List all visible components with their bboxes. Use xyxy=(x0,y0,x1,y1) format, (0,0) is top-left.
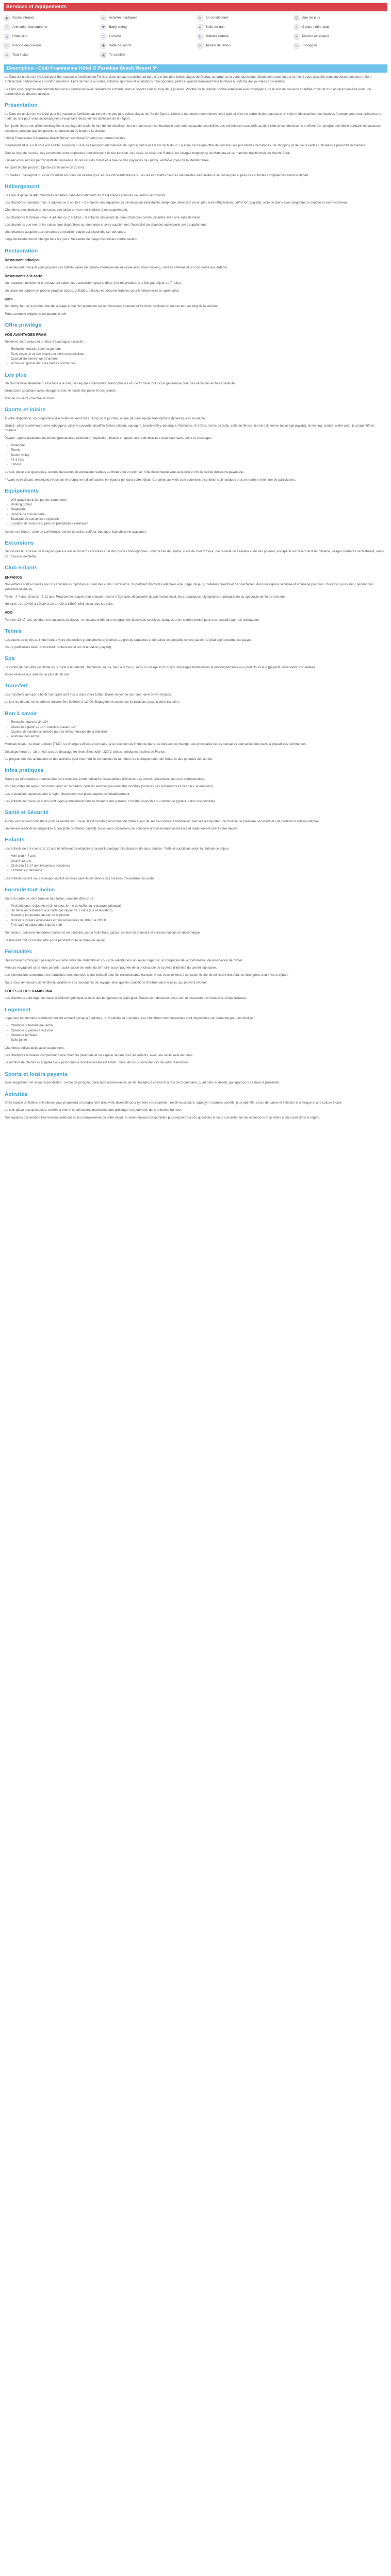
satellite-tv-icon: ▣ xyxy=(100,52,106,58)
paragraph: Son jardin fleuri, ses allées ombragées et sa plage de sable fin font de cet établissement une adresse incontournable pour une escapade ensoleillée. Les enfants sont accueillis au mini-club et les adolescents profitent d'un programme dédié pendant les vacances scolaires, pendant que les parents se détendent au bord de la piscine. xyxy=(5,124,381,133)
section-title: Restauration xyxy=(5,247,38,254)
paragraph: Bar lobby, bar de la piscine, bar de la plage et bar de l'animation servent boissons chaudes et fraîches, cocktails et en-cas tout au long de la journée. xyxy=(5,304,219,309)
paragraph: Les chambres sont réparties dans le bâtiment principal et dans des bungalows de plain-pied. Toutes sont décorées avec soin et disposent d'un balcon ou d'une terrasse. xyxy=(5,996,247,1001)
paragraph: Les prestations payantes sont à régler directement sur place auprès de l'établissement. xyxy=(5,792,131,796)
paragraph: Le centre de bien-être de l'hôtel vous invite à la détente : hammam, sauna, bain à remous, soins du visage et du corps, massages traditionnels et enveloppements aux produits locaux (payants, réservation conseillée). xyxy=(5,665,316,669)
paragraph: Le Club est un lieu de vie idéal pour des vacances familiales en Tunisie, dans un cadre paisible au bord d'une des plus belles plages de Djerba, au cœur de la zone touristique. Idéalement situé face à la mer, il vous accueille dans un décor lumineux mêlant architecture traditionnelle et confort moderne. Entre farniente au soleil, activités sportives et animations francophones, petits et grands trouveront leur bonheur au rythme des journées ensoleillées. xyxy=(5,75,372,84)
section-title: Infos pratiques xyxy=(5,767,44,774)
paragraph: Pour les 13-17 ans, pendant les vacances scolaires : un espace dédié et un programme d'activités sportives, ludiques et de soirées pensé pour eux, encadré par nos animateurs. xyxy=(5,618,260,622)
service-label: Toboggan xyxy=(302,44,317,48)
service-item xyxy=(197,43,291,49)
paragraph: Avec supplément et selon disponibilités : centre de plongée, parachute ascensionnel, jet-ski, balades à cheval et à dos de dromadaire, quad dans le désert, golf (parcours 27 trous à proximité). xyxy=(5,1081,281,1085)
list-item: - Lit bébé sur demande xyxy=(11,868,386,873)
list-item: - Animaux non admis xyxy=(11,734,386,739)
paragraph: Toutes les informations mentionnées sont données à titre indicatif et susceptibles d'évoluer. Les photos présentées sont non contractuelles. xyxy=(5,777,205,781)
paragraph: Le Club vous propose une formule tout inclus généreuse avec restaurants à thème, bars et snacks tout au long de la journée. Profitez de la grande piscine extérieure avec toboggans, de la piscine couverte chauffée l'hiver et d'un espace bien-être pour une parenthèse de détente absolue. xyxy=(5,87,371,96)
paragraph: Payant : sports nautiques motorisés (prestataires extérieurs), équitation, balade en quad, centre de bien-être avec hammam, soins et massages. xyxy=(5,436,213,440)
list-item: - Club 8-12 ans xyxy=(11,859,386,863)
paragraph: Gratuit : piscine extérieure avec toboggans, piscine couverte chauffée (selon saison), aquagym, beach-volley, pétanque, fléchettes, tir à l'arc, tennis de table, salle de fitness, terrains de tennis (éclairage payant), stretching, zumba, water-polo, jeux apéritifs et tournois. xyxy=(5,423,374,433)
section-title: Offre privilège xyxy=(5,321,42,328)
section-title: Sports et loisirs xyxy=(5,406,46,413)
service-item xyxy=(4,33,97,40)
services-header: Services et équipements xyxy=(4,3,387,11)
service-label: Piscine découverte xyxy=(12,44,41,48)
section-title: Logement xyxy=(5,1006,31,1013)
paragraph: À votre disposition, un programme d'activités variées tout au long de la journée, animé par une équipe francophone dynamique et souriante. xyxy=(5,416,206,420)
list-item: - Chambre supérieure vue mer xyxy=(11,1028,386,1033)
paragraph: Le soir, place aux spectacles, soirées dansantes et animations variées au théâtre ou en plein air. Une discothèque vous accueille en fin de soirée (boissons payantes). xyxy=(5,470,245,474)
wifi-icon: ◉ xyxy=(4,15,10,21)
subsection-title: Bars xyxy=(5,298,13,301)
list-item: - Un dîner au restaurant à la carte par séjour de 7 nuits (sur réservation) xyxy=(11,908,386,913)
service-label: Centre / mini-club xyxy=(302,25,329,29)
paragraph: Petits : 4-7 ans, Grands : 8-12 ans. Programme adapté pour chaque tranche d'âge avec découverte du patrimoine local, jeux aquatiques, olympiades et préparation du spectacle de fin de semaine. xyxy=(5,595,287,599)
all-inclusive-icon: ∞ xyxy=(4,52,10,58)
paragraph: Accès réservé aux adultes de plus de 16 ans. xyxy=(5,673,71,677)
paragraph: Idéalement situé sur la côte est de l'île, à environ 25 km de l'aéroport international de Djerba-Zarzis et à 8 km de Midoun. La zone touristique offre de nombreuses possibilités de balades, de shopping et de découvertes culturelles à proximité immédiate. xyxy=(5,144,366,148)
section-title: Sports et loisirs payants xyxy=(5,1071,68,1077)
service-item xyxy=(4,43,97,49)
list-item: - Thé, café et pâtisseries l'après-midi xyxy=(11,923,386,927)
list-item: - Parking gratuit xyxy=(11,502,386,507)
subsection-title: ENFANCE xyxy=(5,575,22,580)
service-label: Lit bébé xyxy=(109,35,121,39)
paragraph: Le Club est un lieu de vie idéal pour les vacances familiales au bord d'une des plus belles plages de l'île de Djerba. L'hôtel a été entièrement rénové avec goût et offre un cadre chaleureux dans un style méditerranéen. Les équipes francophones sont présentes du matin au soir pour vous accompagner et vous faire découvrir les richesses de la région. xyxy=(5,112,382,121)
paragraph: Un service médical est disponible à proximité de l'hôtel (payant). Nous vous conseillons de souscrire une assurance assistance et rapatriement avant votre départ. xyxy=(5,827,238,831)
paragraph: Les courts de tennis de l'hôtel sont à votre disposition gratuitement en journée. Le prêt de raquettes et de balles est possible contre caution. L'éclairage nocturne est payant. xyxy=(5,638,253,642)
pool-icon: ○ xyxy=(4,43,10,49)
bullet-list xyxy=(5,347,386,366)
list-item: - Location de voitures auprès de prestataires extérieurs xyxy=(11,521,386,526)
service-label: Mobilité réduite xyxy=(205,35,229,39)
section-title: Les plus xyxy=(5,371,27,378)
water-slide-icon: ∿ xyxy=(294,43,300,49)
service-label: Activités nautiques xyxy=(109,16,138,20)
paragraph: Le Club dispose de 441 chambres réparties dans des bâtiments de 2 à 4 étages entourés de jardins verdoyants. xyxy=(5,193,166,197)
list-item: - Réception ouverte 24h/24 xyxy=(11,720,386,724)
list-item: - Bagagerie xyxy=(11,507,386,512)
subsection-title: VOS AVANTAGES FRAM xyxy=(5,333,47,337)
list-item: - Chambre standard vue jardin xyxy=(11,1023,386,1028)
paragraph: Logement en chambre standard pouvant accueillir jusqu'à 3 adultes, ou 2 adultes et 2 enfants. Les chambres communicantes sont disponibles sur demande pour les familles. xyxy=(5,1016,255,1021)
service-item xyxy=(294,43,387,49)
section-title: Transfert xyxy=(5,683,28,689)
section-title: Formalités xyxy=(5,948,32,955)
section-title: Bon à savoir xyxy=(5,710,38,717)
paragraph: L'hôtel Framissima O Paradise Beach Resort est classé 5* selon les normes locales. xyxy=(5,137,126,141)
paragraph: Tenue correcte exigée au restaurant le soir. xyxy=(5,312,67,316)
entertainment-icon: ♪ xyxy=(4,24,10,30)
service-label: Tv satellite xyxy=(109,53,125,57)
tennis-icon: ◎ xyxy=(197,43,203,49)
list-item: - Snacking en journée au bar de la piscine xyxy=(11,913,386,918)
section-title: Spa xyxy=(5,655,15,662)
service-item xyxy=(197,15,291,21)
paragraph: Dans le cadre de votre formule tout inclus, vous bénéficiez de : xyxy=(5,896,95,901)
service-item xyxy=(100,33,194,40)
kids-club-icon: ☼ xyxy=(294,24,300,30)
service-label: Terrain de tennis xyxy=(205,44,231,48)
section-title: Formule tout inclus xyxy=(5,886,55,893)
paragraph: Mineurs voyageant sans leurs parents : autorisation de sortie du territoire accompagnée de la photocopie de la pièce d'identité du parent signataire. xyxy=(5,965,217,970)
water-sports-icon: ≈ xyxy=(100,15,106,21)
service-item xyxy=(100,43,194,49)
service-label: Boite de nuit xyxy=(205,25,225,29)
paragraph: Aéroport le plus proche : Djerba-Zarzis (environ 25 km). xyxy=(5,166,85,170)
paragraph: Les enfants de moins de 2 ans sont logés gratuitement dans la chambre des parents. Lit bébé disponible sur demande (gratuit, selon disponibilité). xyxy=(5,799,216,803)
list-item: - Fitness xyxy=(11,462,386,467)
service-label: Baby-sitting xyxy=(109,25,127,29)
section-title: Hébergement xyxy=(5,183,40,190)
paragraph: Nos enfants sont accueillis par nos animateurs diplômés au sein des clubs Framissima. Ils profitent d'activités adaptées à leur âge, de jeux, d'ateliers créatifs et de spectacles, dans un espace sécurisé et aménagé pour eux. Ouverts 6 jours sur 7 pendant les vacances scolaires. xyxy=(5,583,374,591)
bullet-list xyxy=(5,498,386,527)
list-item: - Caution demandée à l'arrivée pour la télécommande de la télévision xyxy=(11,730,386,734)
paragraph: Réservez votre séjour et profitez d'avantages exclusifs : xyxy=(5,340,85,344)
baby-sitting-icon: ♥ xyxy=(100,24,106,30)
service-item xyxy=(197,24,291,30)
list-item: - Club ado 13-17 ans (vacances scolaires) xyxy=(11,863,386,868)
paragraph: Pour les dates de séjour coïncidant avec le Ramadan, certains services pourront être modifiés (horaires des restaurants et des bars, animations). xyxy=(5,785,214,789)
list-item: - Beach-volley xyxy=(11,453,386,457)
paragraph: Tout au long de l'année, des excursions sont proposées pour découvrir le sud tunisien, ses oasis, le désert du Sahara, les villages troglodytes de Matmata et les marchés traditionnels de Houmt Souk. xyxy=(5,151,291,155)
service-label: Piscine extérieure xyxy=(302,35,330,39)
list-item: - Pétanque xyxy=(11,443,386,448)
list-item: - Petit déjeuner, déjeuner et dîner sous forme de buffet au restaurant principal xyxy=(11,904,386,908)
section-title: Santé et Sécurité xyxy=(5,809,49,816)
service-label: Aire de jeux xyxy=(302,16,320,20)
service-label: Tout inclus xyxy=(12,53,29,57)
paragraph: Laissez-vous séduire par l'hospitalité tunisienne, la douceur du climat et la beauté des paysages de Djerba, véritable joyau de la Méditerranée. xyxy=(5,159,210,163)
paragraph: Aucun vaccin n'est obligatoire pour se rendre en Tunisie. Il est toutefois recommandé d'être à jour de ses vaccinations habituelles. Pensez à emporter une trousse de première nécessité et une protection solaire adaptée. xyxy=(5,819,320,823)
paragraph: Piscine couverte chauffée en hiver. xyxy=(5,396,55,400)
services-section xyxy=(0,0,391,61)
playground-icon: ☺ xyxy=(294,15,300,21)
hotel-club-icon: ⌂ xyxy=(4,33,10,40)
paragraph: Le programme des animations et des activités peut être modifié en fonction de la météo, de la fréquentation de l'hôtel et des périodes de l'année. xyxy=(5,757,213,761)
paragraph: Une chambre adaptée aux personnes à mobilité réduite est disponible sur demande. xyxy=(5,230,126,234)
hotel-title: Description - Club Framissima Hôtel O Paradise Beach Resort 5* xyxy=(4,64,387,73)
list-item: - Suite junior xyxy=(11,1038,386,1042)
service-label: Hôtel club xyxy=(12,35,28,39)
paragraph: Les enfants restent sous la responsabilité de leurs parents en dehors des horaires d'ouverture des clubs. xyxy=(5,876,156,880)
service-item xyxy=(294,15,387,21)
section-title: Tennis xyxy=(5,628,22,634)
list-item: - Wifi gratuit dans les parties communes xyxy=(11,498,386,502)
service-item xyxy=(100,15,194,21)
service-item xyxy=(100,24,194,30)
paragraph: Les transferts aéroport / hôtel / aéroport sont inclus dans votre forfait. Durée moyenne du trajet : environ 40 minutes. xyxy=(5,692,172,697)
bullet-list xyxy=(5,904,386,928)
nightclub-icon: ★ xyxy=(197,24,203,30)
bullet-list xyxy=(5,720,386,739)
hotel-description xyxy=(0,75,391,1128)
list-item: - Réduction enfants selon la période xyxy=(11,347,386,351)
service-item xyxy=(197,33,291,40)
section-title: Présentation xyxy=(5,102,38,109)
paragraph: Monnaie locale : le dinar tunisien (TND). Le change s'effectue sur place, à la réception de l'hôtel ou dans les bureaux de change. Les principales cartes bancaires sont acceptées dans la plupart des commerces. xyxy=(5,742,307,747)
paragraph: Découvrez la richesse de la région grâce à nos excursions encadrées par des guides francophones : tour de l'île de Djerba, visite de Houmt Souk, découverte de Guellala et de ses poteries, escapade au désert de Ksar Ghilane, villages berbères de Matmata, oasis de Tozeur et de Nefta. xyxy=(5,550,384,558)
service-item xyxy=(294,33,387,40)
bullet-list xyxy=(5,443,386,467)
section-title: Club enfants xyxy=(5,565,38,571)
list-item: - Check-in à partir de 14h, check-out avant 12h xyxy=(11,725,386,730)
service-item xyxy=(4,52,97,58)
paragraph: Nos équipes d'animation Framissima veilleront au bon déroulement de votre séjour et seront toujours disponibles pour répondre à vos questions et vous conseiller sur les excursions et activités à découvrir dans la région. xyxy=(5,1115,320,1120)
paragraph: Le bracelet tout inclus doit être porté pendant toute la durée du séjour. xyxy=(5,938,106,942)
baby-cot-icon: ♫ xyxy=(100,33,106,40)
paragraph: Les chambres familiales (max. 4 adultes ou 2 adultes + 3 enfants) disposent de deux chambres communicantes avec une salle de bains. xyxy=(5,215,201,219)
list-item: - Chambre familiale xyxy=(11,1033,386,1038)
service-label: Animation francophone xyxy=(12,25,47,29)
service-label: Salle de sports xyxy=(109,44,132,48)
subsection-title: CODES CLUB FRAMISSIMA xyxy=(5,989,53,993)
subsection-title: Restaurant principal xyxy=(5,259,40,263)
paragraph: Chambres avec balcon ou terrasse, vue jardin ou vue mer latérale (avec supplément). xyxy=(5,208,128,212)
paragraph: Les chambres familiales comprennent une chambre parentale et un espace séparé pour les enfants, avec une seule salle de bains. xyxy=(5,1053,193,1057)
paragraph: Les chambres vue mer et les suites sont disponibles sur demande et avec supplément. Possibilité de chambre individuelle avec supplément. xyxy=(5,223,207,227)
services-grid xyxy=(4,15,387,58)
paragraph: Les chambres standard (max. 3 adultes ou 2 adultes + 2 enfants) sont équipées de climatisation individuelle, téléphone, télévision écran plat, mini-réfrigérateur, coffre-fort (payant), salle de bains avec baignoire ou douche et sèche-cheveux. xyxy=(5,200,349,205)
accessibility-icon: ♿ xyxy=(197,33,203,40)
list-item: - Service de conciergerie xyxy=(11,512,386,517)
paragraph: Les enfants de 2 à moins de 12 ans bénéficient de réductions lorsqu'ils partagent la chambre de deux adultes. Tarifs et conditions selon la période de séjour. xyxy=(5,847,230,851)
paragraph: Un club familial idéalement situé face à la mer, des équipes d'animation francophones et une formule tout inclus généreuse pour des vacances en toute sérénité. xyxy=(5,382,236,386)
paragraph: Le restaurant principal vous propose ses buffets variés de cuisine internationale et locale avec show cooking, soirées à thème et un coin dédié aux enfants. xyxy=(5,265,228,269)
paragraph: Nous vous remercions de vérifier la validité de vos documents de voyage, ainsi que les conditions d'entrée dans le pays, qui peuvent évoluer. xyxy=(5,980,208,985)
list-item: - Tennis xyxy=(11,448,386,452)
service-item xyxy=(100,52,194,58)
paragraph: Un restaurant tunisien et un restaurant italien vous accueillent pour le dîner (sur réservation, une fois par séjour de 7 nuits). xyxy=(5,281,182,285)
bullet-list xyxy=(5,1023,386,1042)
list-item: - Mini-club 4-7 ans xyxy=(11,854,386,858)
air-conditioning-icon: ❄ xyxy=(197,15,203,21)
paragraph: Le jour du départ, les chambres doivent être libérées à 12h00. Bagagerie et accès aux installations jusqu'à votre transfert. xyxy=(5,700,180,704)
section-title: Activités xyxy=(5,1091,27,1097)
list-item: - Boissons locales alcoolisées et non alcoolisées de 10h00 à 23h00 xyxy=(11,918,386,923)
paragraph: Le soir, place aux spectacles, soirées à thème et animations musicales pour prolonger vos journées dans la bonne humeur. xyxy=(5,1108,182,1112)
service-label: Air conditionné xyxy=(205,16,229,20)
section-title: Enfants xyxy=(5,837,25,843)
section-title: Excursions xyxy=(5,539,34,546)
bullet-list xyxy=(5,854,386,873)
paragraph: Le nombre de chambres adaptées aux personnes à mobilité réduite est limité : merci de nous consulter lors de votre réservation. xyxy=(5,1061,190,1065)
list-item: - Tir à l'arc xyxy=(11,457,386,462)
list-item: - Boutique de souvenirs et épicerie xyxy=(11,517,386,521)
paragraph: Un snack en bordure de piscine propose pizzas, grillades, salades et boissons fraîches pour le déjeuner et en après-midi. xyxy=(5,289,180,293)
paragraph: Ressortissants français : passeport ou carte nationale d'identité en cours de validité pour un séjour organisé, accompagné de la confirmation de réservation de l'hôtel. xyxy=(5,958,243,962)
list-item: - Early check-in et late check-out selon disponibilités xyxy=(11,352,386,357)
paragraph: Grand parc aquatique avec toboggans pour le plaisir des petits et des grands. xyxy=(5,389,117,393)
service-item xyxy=(4,24,97,30)
service-item xyxy=(294,24,387,30)
section-title: Equipements xyxy=(5,488,39,495)
paragraph: * Avant votre départ, renseignez-vous sur le programme d'animations en vigueur pendant votre séjour. Certaines activités sont soumises à conditions climatiques et à un nombre minimum de participants. xyxy=(5,478,296,482)
paragraph: Décalage horaire : -1h en été, pas de décalage en hiver. Électricité : 220 V, prises identiques à celles de France. xyxy=(5,750,166,754)
list-item: - Cocktail de bienvenue à l'arrivée xyxy=(11,357,386,361)
paragraph: Cours particuliers avec un moniteur professionnel sur réservation (payant). xyxy=(5,645,112,649)
paragraph: Les informations concernant les formalités sont données à titre indicatif pour les ressortissants français. Nous vous invitons à consulter le site du ministère des Affaires étrangères avant votre départ. xyxy=(5,973,289,977)
list-item: - Accès wifi gratuit dans les parties communes xyxy=(11,361,386,366)
paragraph: Non inclus : boissons importées, boissons en bouteille, jus de fruits frais, glaces, service en chambre et consommations en discothèque. xyxy=(5,931,201,935)
paragraph: Chambres individuelles avec supplément. xyxy=(5,1046,65,1050)
paragraph: Au sein de l'hôtel : salle de conférence, centre de soins, coiffeur, boutique, blanchisserie (payante). xyxy=(5,530,147,534)
paragraph: Horaires : de 10h00 à 12h30 et de 14h30 à 18h00. Mini-disco tous les soirs. xyxy=(5,602,114,606)
service-item xyxy=(4,15,97,21)
subsection-title: Restaurants à la carte xyxy=(5,275,42,279)
outdoor-pool-icon: ≋ xyxy=(294,33,300,40)
paragraph: Formalités : passeport ou carte d'identité en cours de validité pour les ressortissants français. Les ressortissants d'autres nationalités sont invités à se renseigner auprès des autorités compétentes avant le départ. xyxy=(5,173,309,177)
subsection-title: ADO xyxy=(5,611,13,615)
gym-icon: ✚ xyxy=(100,43,106,49)
paragraph: Linge de toilette fourni, changé tous les jours. Serviettes de plage disponibles contre caution. xyxy=(5,238,138,242)
paragraph: Votre équipe de fidèles animateurs vous proposera un programme d'activités diversifié pour rythmer vos journées : réveil musculaire, aquagym, tournois sportifs, jeux apéritifs, cours de danse et initiation à la langue et à la culture locale. xyxy=(5,1101,343,1105)
service-label: Accès internet xyxy=(12,16,34,20)
page xyxy=(0,0,391,1128)
